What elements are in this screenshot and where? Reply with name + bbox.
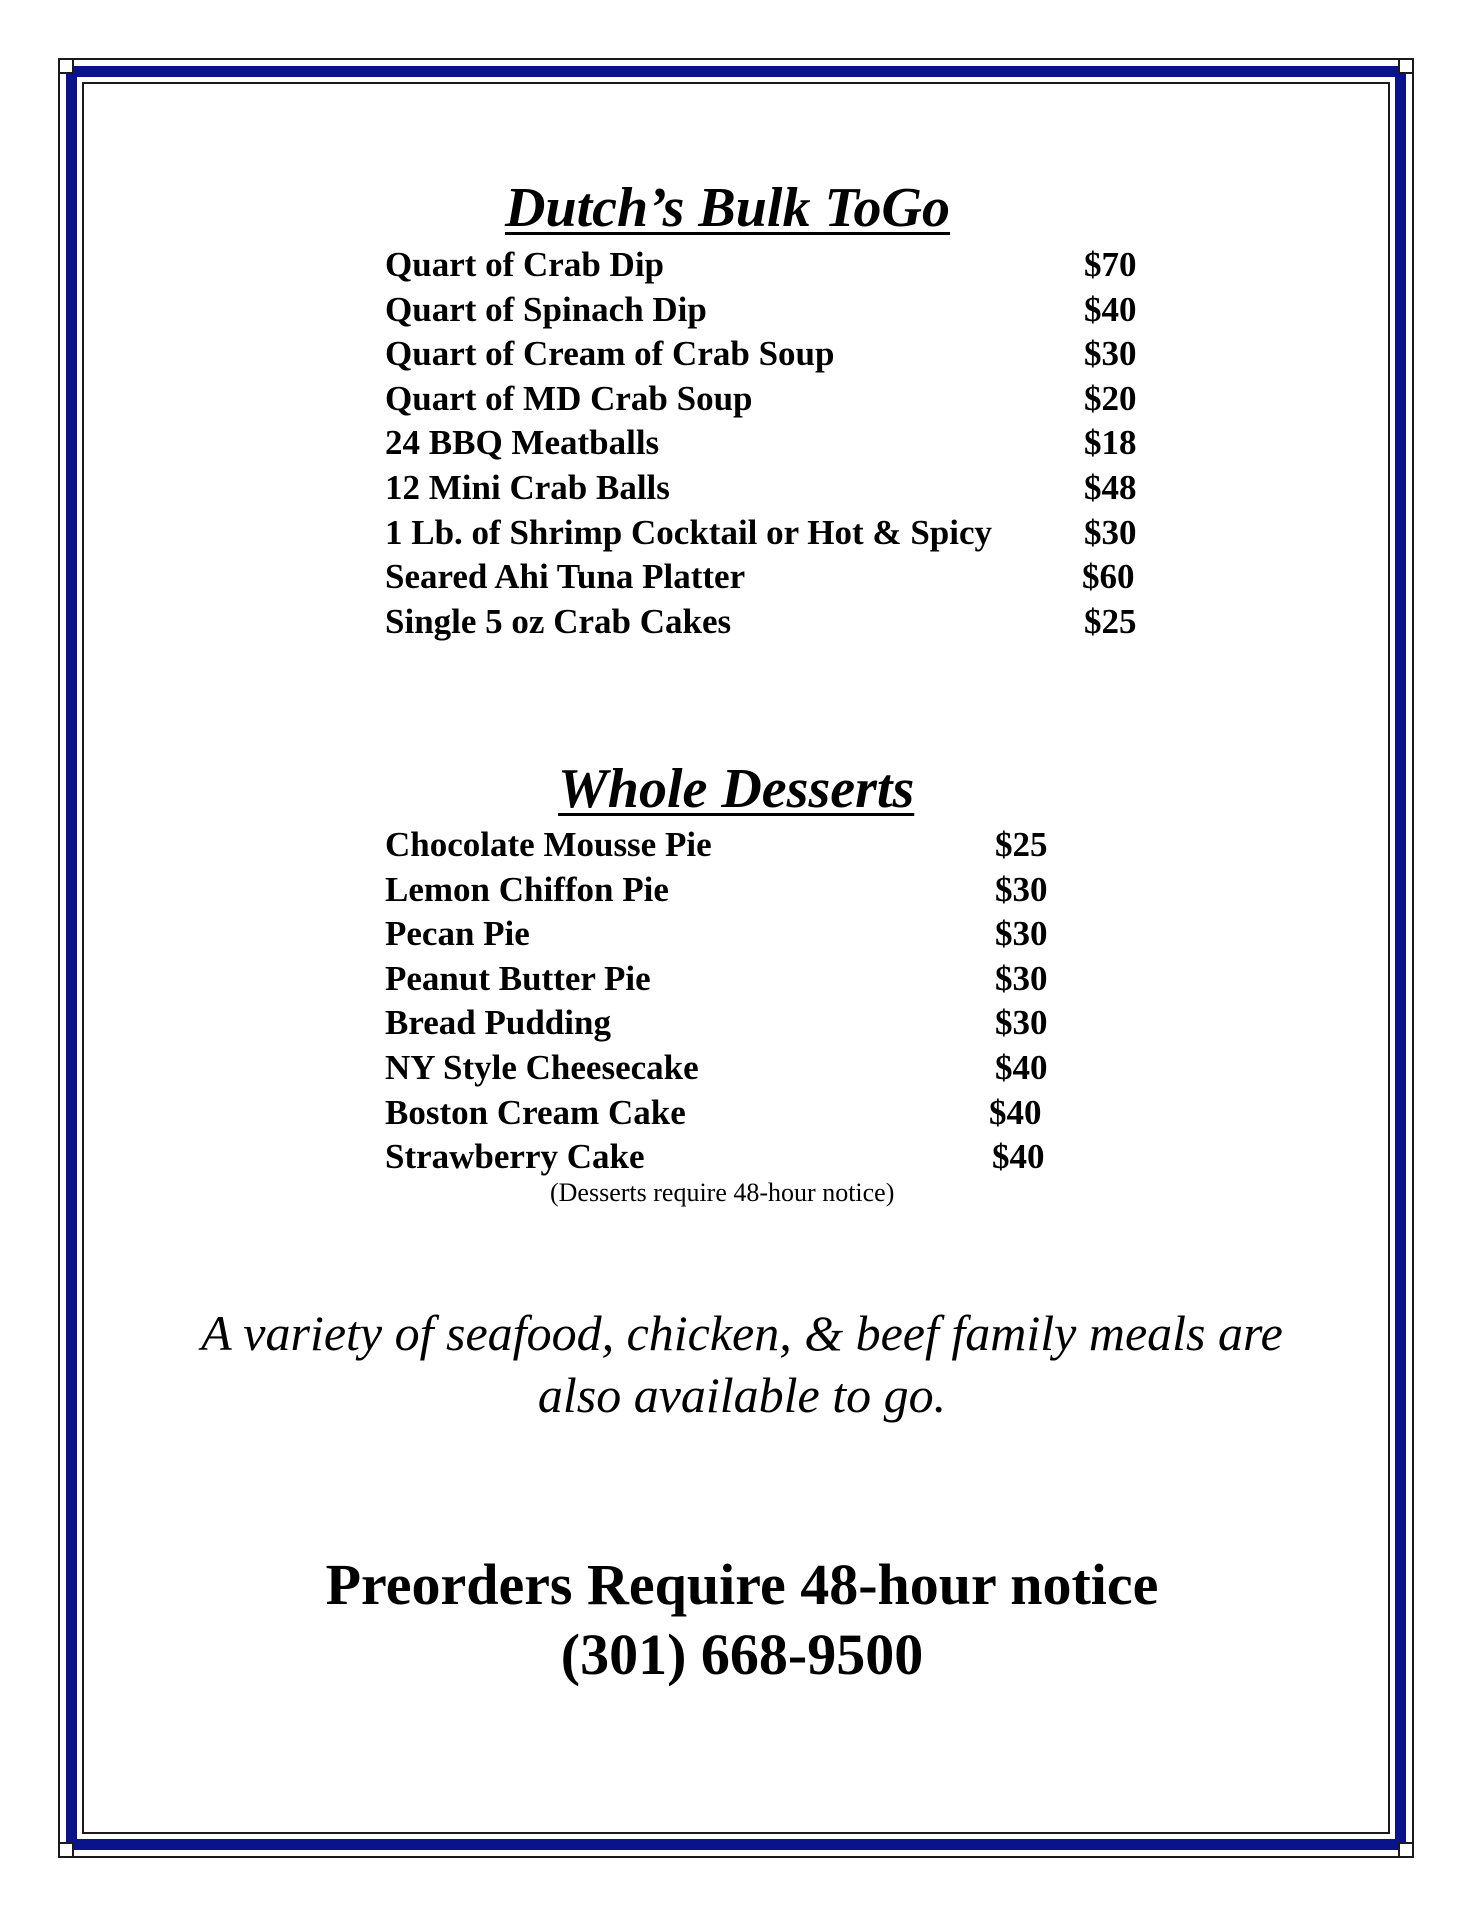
menu-item xyxy=(385,243,1145,288)
menu-item-price: $25 xyxy=(1084,601,1137,641)
border-corner-ornament xyxy=(58,1842,74,1858)
menu-item-name: Quart of Crab Dip xyxy=(385,245,665,284)
menu-item xyxy=(385,466,1145,511)
menu-item-name: 12 Mini Crab Balls xyxy=(385,467,670,507)
menu-item xyxy=(385,600,1145,645)
menu-item-name: 1 Lb. of Shrimp Cocktail or Hot & Spicy xyxy=(385,512,993,552)
desserts-section-title: Whole Desserts xyxy=(558,758,915,820)
menu-item-name: NY Style Cheesecake xyxy=(385,1047,699,1087)
bulk-section-title: Dutch’s Bulk ToGo xyxy=(505,177,950,239)
menu-item xyxy=(385,511,1145,556)
menu-item-price: $30 xyxy=(995,958,1048,998)
menu-item xyxy=(385,555,1145,600)
menu-item-name: Lemon Chiffon Pie xyxy=(385,869,669,909)
bulk-item-list xyxy=(385,243,1145,644)
menu-item-price: $30 xyxy=(995,869,1048,909)
menu-item-name: Quart of Spinach Dip xyxy=(385,289,707,329)
menu-item-price: $70 xyxy=(1084,245,1137,284)
menu-item-name: 24 BBQ Meatballs xyxy=(385,423,660,463)
border-corner-ornament xyxy=(1398,58,1414,74)
border-corner-ornament xyxy=(58,58,74,74)
desserts-notice-note: (Desserts require 48-hour notice) xyxy=(550,1178,895,1207)
menu-item-name: Single 5 oz Crab Cakes xyxy=(385,601,732,641)
menu-item xyxy=(385,1135,1065,1180)
menu-item-price: $30 xyxy=(995,914,1048,954)
promo-line: also available to go. xyxy=(537,1367,947,1423)
menu-item xyxy=(385,421,1145,466)
menu-item-name: Chocolate Mousse Pie xyxy=(385,825,712,864)
menu-item-price: $30 xyxy=(995,1003,1048,1043)
menu-item-name: Boston Cream Cake xyxy=(385,1092,686,1132)
menu-item-price: $40 xyxy=(989,1092,1042,1132)
menu-item-name: Peanut Butter Pie xyxy=(385,958,651,998)
menu-item xyxy=(385,1001,1065,1046)
menu-item-price: $40 xyxy=(992,1137,1045,1177)
menu-item xyxy=(385,912,1065,957)
menu-item-name: Pecan Pie xyxy=(385,914,530,954)
menu-item-name: Bread Pudding xyxy=(385,1003,611,1043)
desserts-item-list xyxy=(385,823,1065,1180)
menu-item xyxy=(385,288,1145,333)
menu-item-price: $40 xyxy=(1084,289,1137,329)
menu-item-name: Quart of Cream of Crab Soup xyxy=(385,334,835,374)
menu-item xyxy=(385,332,1145,377)
menu-item-price: $25 xyxy=(995,825,1048,864)
menu-item-price: $20 xyxy=(1084,378,1137,418)
menu-item-name: Quart of MD Crab Soup xyxy=(385,378,753,418)
menu-item xyxy=(385,823,1065,868)
promo-line: A variety of seafood, chicken, & beef family meals are xyxy=(201,1305,1283,1361)
phone-number: (301) 668-9500 xyxy=(560,1622,924,1687)
menu-item-price: $48 xyxy=(1084,467,1137,507)
menu-item xyxy=(385,377,1145,422)
menu-item-price: $40 xyxy=(995,1047,1048,1087)
menu-item-price: $60 xyxy=(1082,557,1135,597)
menu-item xyxy=(385,1091,1065,1136)
menu-item-price: $30 xyxy=(1084,334,1137,374)
menu-item-name: Seared Ahi Tuna Platter xyxy=(385,557,746,597)
menu-item-price: $18 xyxy=(1084,423,1137,463)
menu-item xyxy=(385,957,1065,1002)
preorder-footer xyxy=(100,1550,1384,1690)
menu-item-price: $30 xyxy=(1084,512,1137,552)
menu-item-name: Strawberry Cake xyxy=(385,1137,645,1177)
menu-item xyxy=(385,1046,1065,1091)
menu-item xyxy=(385,868,1065,913)
preorder-notice: Preorders Require 48-hour notice xyxy=(325,1552,1159,1617)
family-meals-promo xyxy=(100,1302,1384,1426)
border-corner-ornament xyxy=(1398,1842,1414,1858)
